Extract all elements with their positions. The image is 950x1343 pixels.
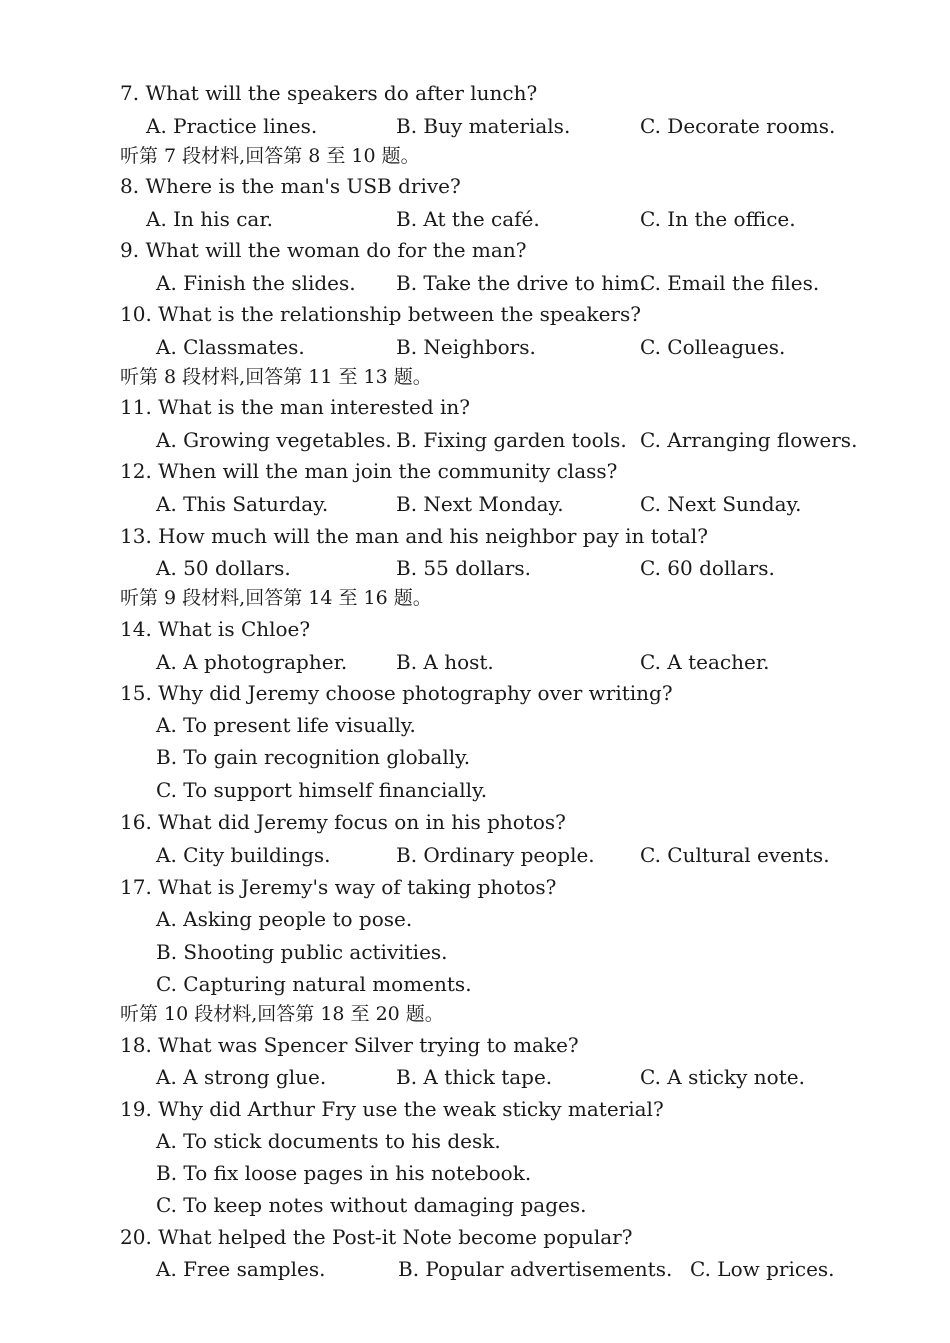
question-text: 8. Where is the man's USB drive? xyxy=(120,174,461,198)
answer-option: A. Asking people to pose. xyxy=(156,907,413,931)
answer-option: B. To fix loose pages in his notebook. xyxy=(156,1161,532,1185)
answer-option: C. To keep notes without damaging pages. xyxy=(156,1193,587,1217)
answer-option: A. A strong glue. xyxy=(156,1065,327,1089)
question-text: 20. What helped the Post-it Note become popular? xyxy=(120,1225,633,1249)
answer-option: B. At the café. xyxy=(396,207,540,231)
answer-option: C. In the office. xyxy=(640,207,796,231)
answer-option: A. Classmates. xyxy=(156,335,305,359)
question-text: 10. What is the relationship between the speakers? xyxy=(120,302,641,326)
answer-option: B. Ordinary people. xyxy=(396,843,595,867)
question-text: 7. What will the speakers do after lunch? xyxy=(120,81,538,105)
answer-option: C. Low prices. xyxy=(690,1257,835,1281)
answer-option: C. To support himself financially. xyxy=(156,778,488,802)
answer-option: B. Fixing garden tools. xyxy=(396,428,627,452)
question-text: 19. Why did Arthur Fry use the weak sticky material? xyxy=(120,1097,664,1121)
answer-option: C. Arranging flowers. xyxy=(640,428,858,452)
answer-option: C. A teacher. xyxy=(640,650,770,674)
answer-option: B. To gain recognition globally. xyxy=(156,745,471,769)
question-text: 17. What is Jeremy's way of taking photos? xyxy=(120,875,557,899)
answer-option: A. Finish the slides. xyxy=(156,271,356,295)
answer-option: A. To present life visually. xyxy=(156,713,416,737)
section-instruction: 听第 10 段材料,回答第 18 至 20 题。 xyxy=(120,1003,444,1025)
answer-option: A. City buildings. xyxy=(156,843,331,867)
answer-option: A. Growing vegetables. xyxy=(156,428,392,452)
answer-option: A. A photographer. xyxy=(156,650,348,674)
answer-option: C. Decorate rooms. xyxy=(640,114,836,138)
answer-option: C. Capturing natural moments. xyxy=(156,972,472,996)
question-text: 12. When will the man join the community class? xyxy=(120,459,618,483)
answer-option: C. Email the files. xyxy=(640,271,820,295)
question-text: 9. What will the woman do for the man? xyxy=(120,238,527,262)
answer-option: C. A sticky note. xyxy=(640,1065,805,1089)
question-text: 14. What is Chloe? xyxy=(120,617,311,641)
question-text: 13. How much will the man and his neighbor pay in total? xyxy=(120,524,708,548)
answer-option: C. Cultural events. xyxy=(640,843,830,867)
answer-option: B. A thick tape. xyxy=(396,1065,553,1089)
question-text: 16. What did Jeremy focus on in his photos? xyxy=(120,810,566,834)
answer-option: A. To stick documents to his desk. xyxy=(156,1129,501,1153)
answer-option: B. Popular advertisements. xyxy=(398,1257,673,1281)
question-text: 18. What was Spencer Silver trying to make? xyxy=(120,1033,579,1057)
question-text: 15. Why did Jeremy choose photography over writing? xyxy=(120,681,673,705)
answer-option: A. This Saturday. xyxy=(156,492,329,516)
section-instruction: 听第 7 段材料,回答第 8 至 10 题。 xyxy=(120,145,420,167)
answer-option: B. A host. xyxy=(396,650,494,674)
answer-option: A. In his car. xyxy=(146,207,274,231)
answer-option: B. Take the drive to him. xyxy=(396,271,646,295)
answer-option: C. Colleagues. xyxy=(640,335,786,359)
answer-option: B. Next Monday. xyxy=(396,492,564,516)
answer-option: B. Neighbors. xyxy=(396,335,536,359)
answer-option: A. Practice lines. xyxy=(146,114,318,138)
answer-option: A. 50 dollars. xyxy=(156,556,291,580)
section-instruction: 听第 8 段材料,回答第 11 至 13 题。 xyxy=(120,366,432,388)
question-text: 11. What is the man interested in? xyxy=(120,395,471,419)
answer-option: C. Next Sunday. xyxy=(640,492,802,516)
answer-option: C. 60 dollars. xyxy=(640,556,775,580)
answer-option: B. Buy materials. xyxy=(396,114,571,138)
answer-option: A. Free samples. xyxy=(156,1257,326,1281)
answer-option: B. 55 dollars. xyxy=(396,556,531,580)
answer-option: B. Shooting public activities. xyxy=(156,940,448,964)
section-instruction: 听第 9 段材料,回答第 14 至 16 题。 xyxy=(120,587,432,609)
